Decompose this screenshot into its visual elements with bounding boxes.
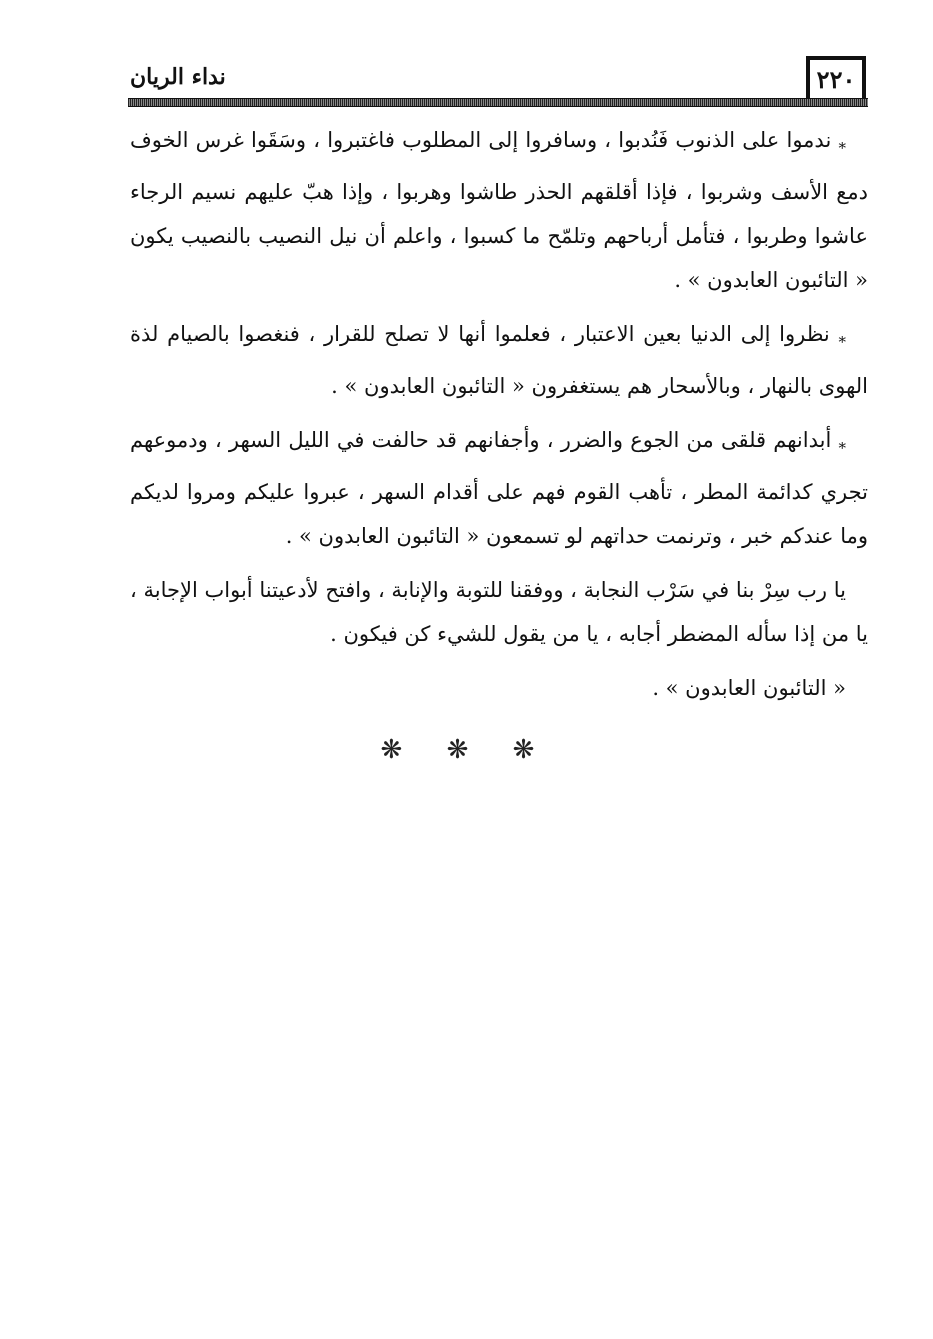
section-separator: ❋ ❋ ❋: [380, 735, 553, 765]
paragraph-2: [130, 312, 868, 408]
bullet-star-icon: *: [838, 333, 846, 351]
bullet-star-icon: *: [838, 139, 846, 157]
paragraph-text: « التائبون العابدون » .: [652, 676, 846, 700]
paragraph-text: نظروا إلى الدنيا بعين الاعتبار ، فعلموا أنها لا تصلح للقرار ، فنغصوا بالصيام لذة الهوى بالنهار ، وبالأسحار هم يستغفرون « التائبون العابدون » .: [130, 322, 868, 398]
bullet-star-icon: *: [838, 439, 846, 457]
body-text: [130, 118, 868, 720]
paragraph-4: [130, 568, 868, 656]
page-header: [130, 50, 866, 100]
paragraph-5: [130, 666, 868, 710]
running-title: نداء الريان: [130, 64, 226, 90]
page-number: ٢٢٠: [806, 56, 866, 98]
paragraph-1: [130, 118, 868, 302]
paragraph-text: ندموا على الذنوب فَنُدبوا ، وسافروا إلى المطلوب فاغتبروا ، وسَقَوا غرس الخوف دمع الأسف وشربوا ، فإذا أقلقهم الحذر طاشوا وهربوا ، وإذا هبّ عليهم نسيم الرجاء عاشوا وطربوا ، فتأمل أرباحهم وتلمّح ما كسبوا ، واعلم أن نيل النصيب بالنصيب يكون « التائبون العابدون » .: [130, 128, 868, 292]
paragraph-text: يا رب سِرْ بنا في سَرْب النجابة ، ووفقنا للتوبة والإنابة ، وافتح لأدعيتنا أبواب الإجابة ، يا من إذا سأله المضطر أجابه ، يا من يقول للشيء كن فيكون .: [130, 578, 868, 646]
header-divider: [128, 98, 868, 107]
paragraph-3: [130, 418, 868, 558]
paragraph-text: أبدانهم قلقى من الجوع والضرر ، وأجفانهم قد حالفت في الليل السهر ، ودموعهم تجري كدائمة المطر ، تأهب القوم فهم على أقدام السهر ، عبروا عليكم ومروا لديكم وما عندكم خبر ، وترنمت حداتهم لو تسمعون « التائبون العابدون » .: [130, 428, 868, 548]
